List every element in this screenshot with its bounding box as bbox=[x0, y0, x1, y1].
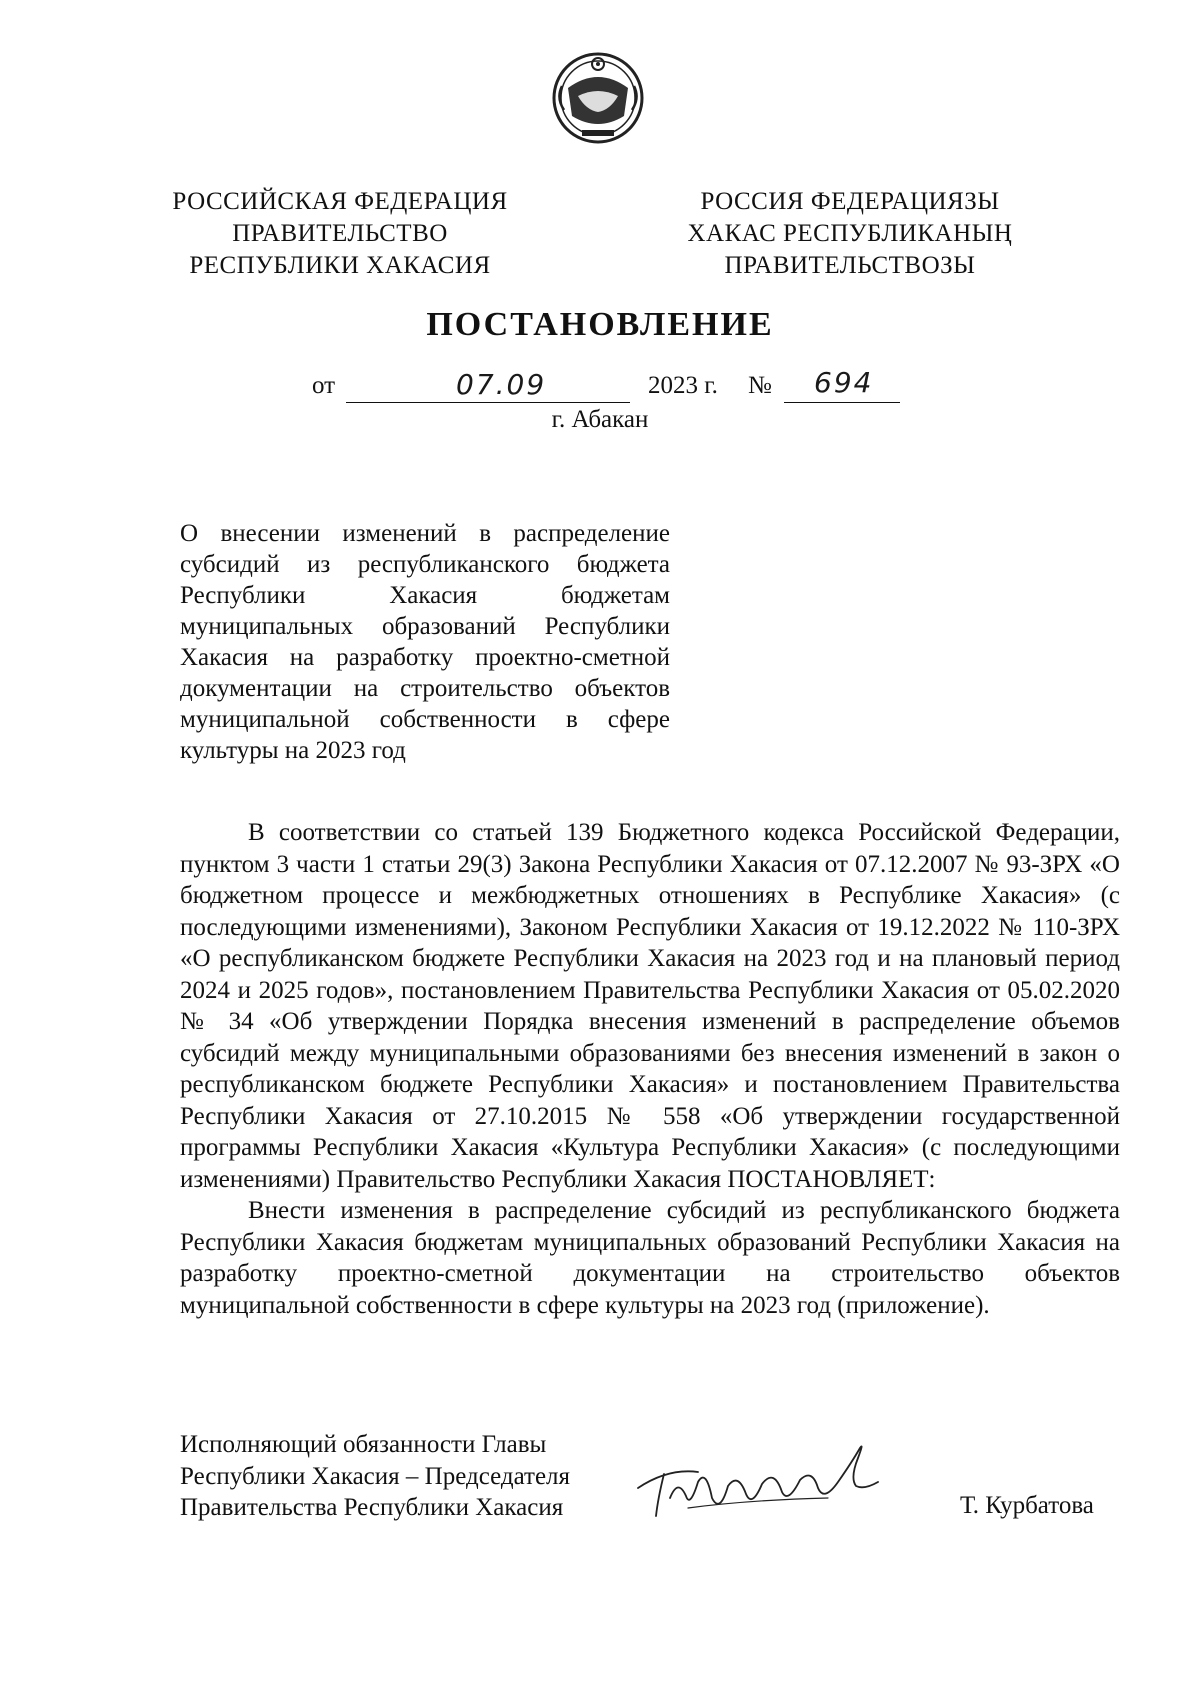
header-russian bbox=[160, 186, 520, 282]
number-blank-line bbox=[784, 402, 900, 403]
document-type-heading: ПОСТАНОВЛЕНИЕ bbox=[426, 306, 774, 343]
signatory-role-line-2: Республики Хакасия – Председателя bbox=[180, 1462, 571, 1490]
document-title: О внесении изменений в распределение субсидий из республиканского бюджета Республики Хакасия бюджетам муниципальных образований Республики Хакасия на разработку проектно-сметной документации на строительство объектов муниципальной собственности в сфере культуры на 2023 год bbox=[180, 520, 670, 764]
handwritten-date: 07.09 bbox=[456, 368, 547, 401]
signatory-name: Т. Курбатова bbox=[960, 1492, 1094, 1519]
body-paragraph-2: Внести изменения в распределение субсидий из республиканского бюджета Республики Хакасия бюджетам муниципальных образований Республики Хакасия на разработку проектно-сметной документации на строительство объектов муниципальной собственности в сфере культуры на 2023 год (приложение). bbox=[180, 1197, 1120, 1319]
header-left-line-2: ПРАВИТЕЛЬСТВО bbox=[232, 220, 448, 247]
date-number-line bbox=[0, 366, 1200, 408]
city-label: г. Абакан bbox=[551, 406, 649, 433]
number-label: № bbox=[748, 372, 772, 399]
header-right-line-2: ХАКАС РЕСПУБЛИКАНЫҢ bbox=[687, 220, 1013, 247]
header-right-line-1: РОССИЯ ФЕДЕРАЦИЯЗЫ bbox=[700, 188, 1000, 215]
signatory-role-line-3: Правительства Республики Хакасия bbox=[180, 1494, 564, 1521]
from-label: от bbox=[312, 372, 336, 399]
republic-of-khakassia-coat-of-arms-icon bbox=[548, 46, 648, 146]
date-blank-line bbox=[346, 402, 630, 403]
header-left-line-1: РОССИЙСКАЯ ФЕДЕРАЦИЯ bbox=[172, 188, 508, 215]
year-label: 2023 г. bbox=[648, 372, 718, 399]
header-right-line-3: ПРАВИТЕЛЬСТВОЗЫ bbox=[724, 252, 976, 279]
signatory-role-line-1: Исполняющий обязанности Главы bbox=[180, 1431, 547, 1458]
handwritten-number: 694 bbox=[814, 366, 874, 399]
header-khakas bbox=[670, 186, 1030, 282]
header-left-line-3: РЕСПУБЛИКИ ХАКАСИЯ bbox=[189, 252, 491, 279]
handwritten-signature-icon bbox=[628, 1438, 898, 1528]
body-paragraph-1: В соответствии со статьей 139 Бюджетного кодекса Российской Федерации, пунктом 3 части 1 статьи 29(3) Закона Республики Хакасия от 07.12.2007 № 93-ЗРХ «О бюджетном процессе и межбюджетных отношениях в Республике Хакасия» (с последующими изменениями), Законом Республики Хакасия от 19.12.2022 № 110-ЗРХ «О республиканском бюджете Республики Хакасия на 2023 год и на плановый период 2024 и 2025 годов», постановлением Правительства Республики Хакасия от 05.02.2020 № 34 «Об утверждении Порядка внесения изменений в распределение объемов субсидий между муниципальными образованиями без внесения изменений в закон о республиканском бюджете Республики Хакасия» и постановлением Правительства Республики Хакасия от 27.10.2015 № 558 «Об утверждении государственной программы Республики Хакасия «Культура Республики Хакасия» (с последующими изменениями) Правительство Республики Хакасия ПОСТАНОВЛЯЕТ: bbox=[180, 819, 1120, 1193]
document-body bbox=[180, 817, 1120, 1321]
signatory-role bbox=[180, 1429, 600, 1524]
